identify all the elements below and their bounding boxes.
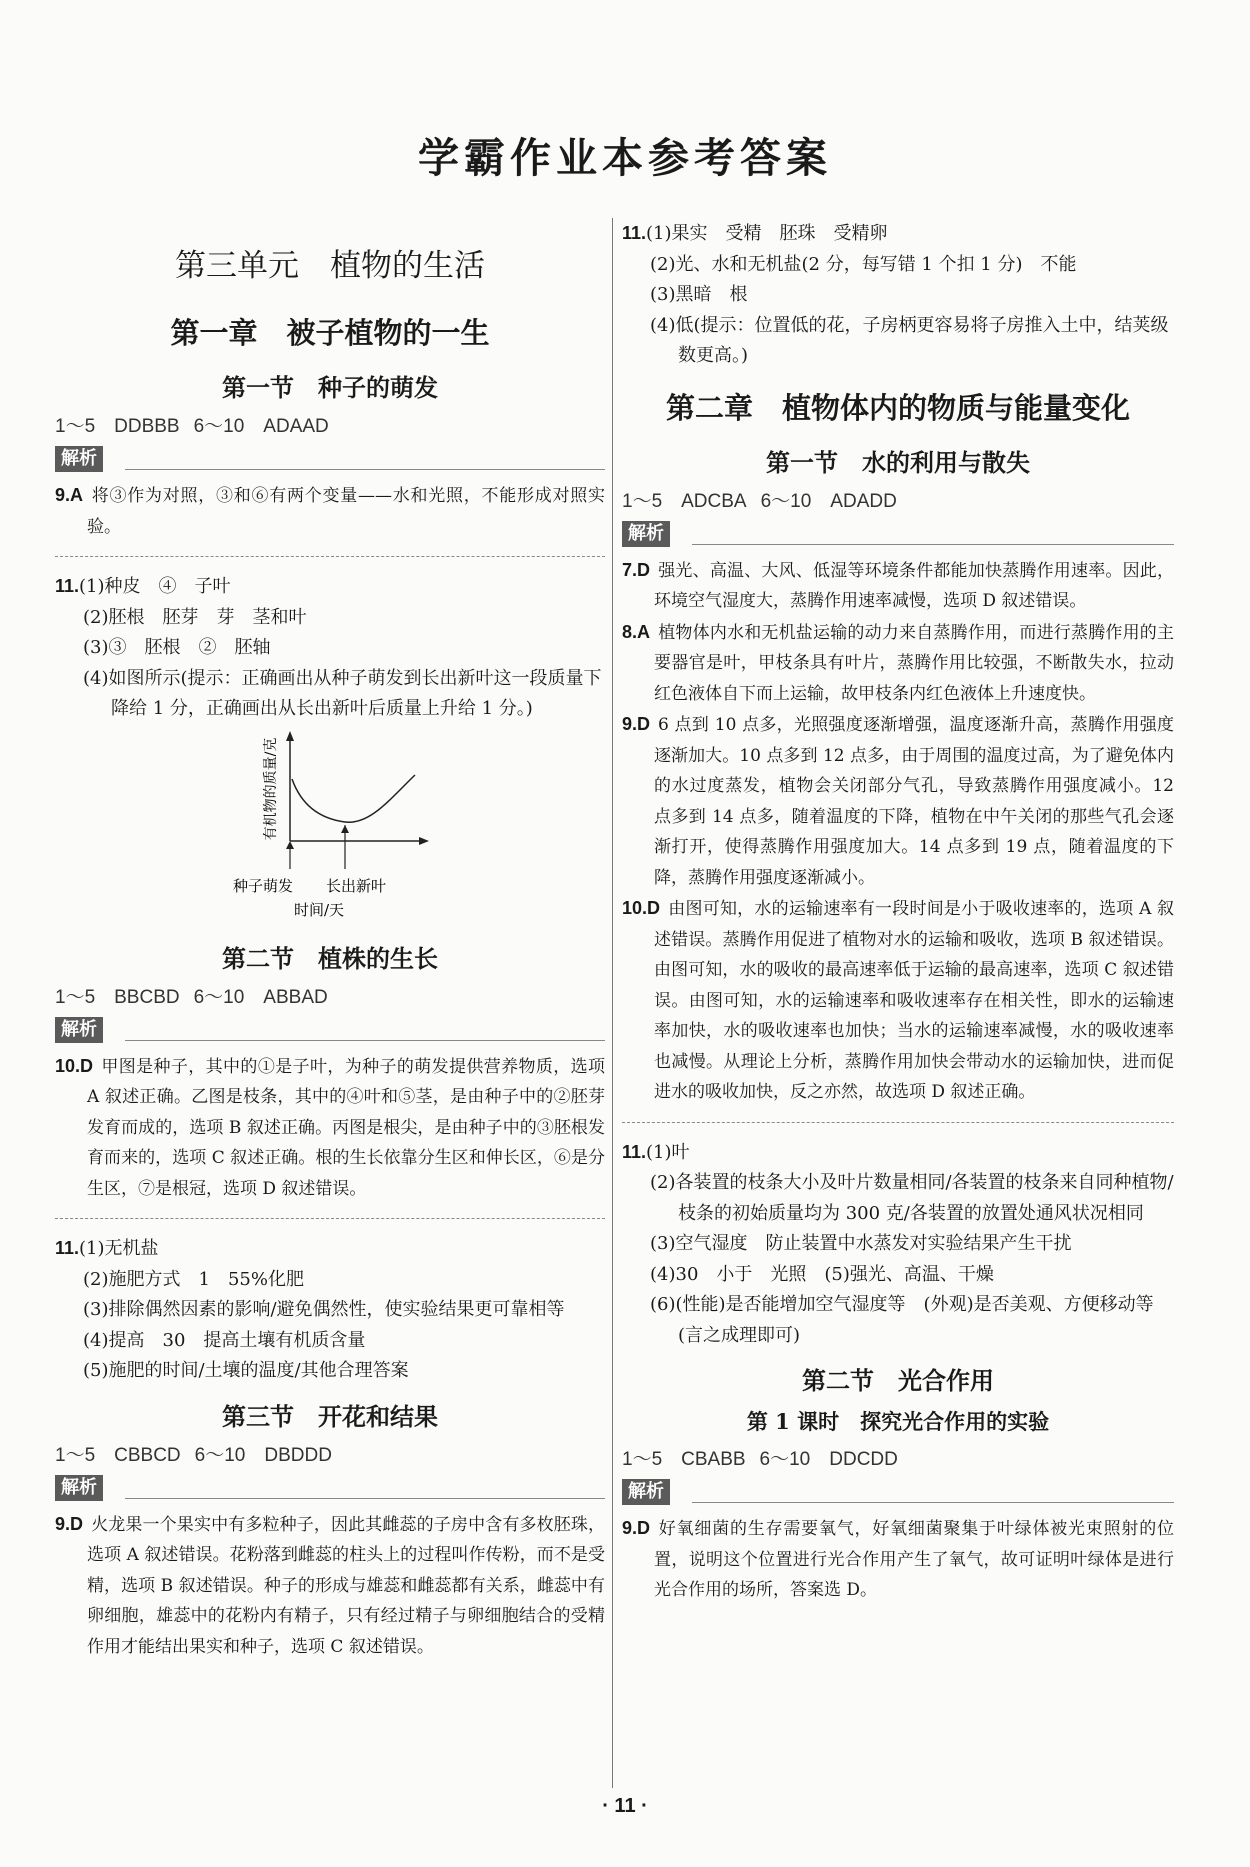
analysis-label: 解析 xyxy=(55,446,103,472)
section-title: 第一节 种子的萌发 xyxy=(222,373,438,402)
answers-1-5: 1～5 ADCBA xyxy=(622,490,747,512)
dashed-divider xyxy=(55,556,605,557)
analysis-item: 9.A 将③作为对照，③和⑥有两个变量——水和光照，不能形成对照实验。 xyxy=(55,485,605,537)
analysis-item: 7.D 强光、高温、大风、低湿等环境条件都能加快蒸腾作用速率。因此，环境空气湿度大，蒸腾作用速率减慢，选项 D 叙述错误。 xyxy=(622,559,1174,611)
analysis-item: 9.D 好氧细菌的生存需要氧气，好氧细菌聚集于叶绿体被光束照射的位置，说明这个位置进行光合作用产生了氧气，故可证明叶绿体是进行光合作用的场所，答案选 D。 xyxy=(622,1518,1174,1600)
analysis-header xyxy=(55,446,605,472)
choice-answers xyxy=(55,1440,605,1467)
answers-6-10: 6～10 ADADD xyxy=(760,490,897,512)
answers-1-5: 1～5 CBABB xyxy=(622,1449,746,1470)
choice-answers xyxy=(622,486,1174,513)
question-11: 11.(1)无机盐 (2)施肥方式 1 55%化肥 (3)排除偶然因素的影响/避免偶然性，使实验结果更可靠相等 (4)提高 30 提高土壤有机质含量 (5)施肥的时间/土壤的温度/其他合理答案 xyxy=(55,1238,565,1381)
analysis-header xyxy=(622,521,1174,547)
answers-6-10: 6～10 ABBAD xyxy=(193,986,328,1008)
section-title: 第一节 水的利用与散失 xyxy=(766,447,1030,477)
graph-svg xyxy=(230,729,470,929)
choice-answers xyxy=(55,411,605,438)
question-11: 11.(1)种皮 ④ 子叶 (2)胚根 胚芽 芽 茎和叶 (3)③ 胚根 ② 胚轴 (4)如图所示(提示：正确画出从种子萌发到长出新叶这一段质量下降给 1 分，正确画出从长出新叶后质量上升给 1 分。) xyxy=(55,576,602,719)
new-leaf-arrow xyxy=(341,825,349,833)
analysis-item: 10.D 由图可知，水的运输速率有一段时间是小于吸收速率的，选项 A 叙述错误。蒸腾作用促进了植物对水的运输和吸收，选项 B 叙述错误。由图可知，水的吸收的最高速率低于运输的最高速率，选项 C 叙述错误。由图可知，水的运输速率和吸收速率存在相关性，即水的运输速率加快，水的吸收速率也加快；当水的运输速率减慢，水的吸收速率也减慢。从理论上分析，蒸腾作用加快会带动水的运输加快，进而促进水的吸收加快，反之亦然，故选项 D 叙述正确。 xyxy=(622,898,1174,1102)
analysis-item: 9.D 火龙果一个果实中有多粒种子，因此其雌蕊的子房中含有多枚胚珠，选项 A 叙述错误。花粉落到雌蕊的柱头上的过程叫作传粉，而不是受精，选项 B 叙述错误。种子的形成与雄蕊和雌蕊都有关系，雌蕊中有卵细胞，雄蕊中的花粉内有精子，只有经过精子与卵细胞结合的受精作用才能结出果实和种子，选项 C 叙述错误。 xyxy=(55,1513,605,1657)
graph-xlabel: 时间/天 xyxy=(294,900,345,919)
answers-6-10: 6～10 DDCDD xyxy=(759,1449,898,1470)
question-11: 11.(1)叶 (2)各装置的枝条大小及叶片数量相同/各装置的枝条来自同种植物/枝条的初始质量均为 300 克/各装置的放置处通风状况相同 (3)空气湿度 防止装置中水蒸发对实验结果产生干扰 (4)30 小于 光照 (5)强光、高温、干燥 (6)(性能)是否能增加空气湿度等 (外观)是否美观、方便移动等(言之成理即可) xyxy=(622,1141,1174,1346)
answers-6-10: 6～10 DBDDD xyxy=(194,1444,332,1466)
answers-1-5: 1～5 BBCBD xyxy=(55,986,180,1008)
choice-answers xyxy=(622,1444,1174,1471)
dashed-divider xyxy=(622,1122,1174,1123)
lesson-title: 第 1 课时 探究光合作用的实验 xyxy=(746,1409,1050,1434)
chapter-title: 第二章 植物体内的物质与能量变化 xyxy=(665,390,1130,425)
analysis-header xyxy=(55,1017,605,1043)
analysis-label: 解析 xyxy=(622,521,670,547)
question-11: 11.(1)果实 受精 胚珠 受精卵 (2)光、水和无机盐(2 分，每写错 1 个扣 1 分) 不能 (3)黑暗 根 (4)低(提示：位置低的花，子房柄更容易将子房推入土中，结荚级数更高。) xyxy=(622,223,1169,366)
page-title: 学霸作业本参考答案 xyxy=(418,134,832,182)
answers-1-5: 1～5 DDBBB xyxy=(55,416,180,437)
unit-title: 第三单元 植物的生活 xyxy=(175,248,485,284)
graph-label-germination: 种子萌发 xyxy=(233,876,294,895)
column-divider xyxy=(612,218,613,1788)
graph-ylabel: 有机物的质量/克 xyxy=(263,737,279,840)
left-column xyxy=(55,218,605,1662)
analysis-item: 8.A 植物体内水和无机盐运输的动力来自蒸腾作用，而进行蒸腾作用的主要器官是叶，甲枝条具有叶片，蒸腾作用比较强，不断散失水，拉动红色液体自下而上运输，故甲枝条内红色液体上升速度快。 xyxy=(622,621,1174,704)
analysis-item: 9.D 6 点到 10 点多，光照强度逐渐增强，温度逐渐升高，蒸腾作用强度逐渐加大。10 点多到 12 点多，由于周围的温度过高，为了避免体内的水过度蒸发，植物会关闭部分气孔，导致蒸腾作用强度减小。12 点多到 14 点多，随着温度的下降，植物在中午关闭的那些气孔会逐渐打开，使得蒸腾作用强度加大。14 点多到 19 点，随着温度的下降，蒸腾作用强度逐渐减小。 xyxy=(622,714,1174,888)
right-column xyxy=(622,218,1174,1606)
analysis-header xyxy=(622,1479,1174,1505)
section-title: 第二节 光合作用 xyxy=(802,1366,994,1395)
section-title: 第三节 开花和结果 xyxy=(222,1401,438,1431)
answers-6-10: 6～10 ADAAD xyxy=(193,416,329,437)
dashed-divider xyxy=(55,1218,605,1219)
section-title: 第二节 植株的生长 xyxy=(222,943,438,973)
analysis-label: 解析 xyxy=(55,1475,103,1501)
graph-label-new-leaf: 长出新叶 xyxy=(326,876,387,895)
choice-answers xyxy=(55,982,605,1009)
analysis-label: 解析 xyxy=(55,1017,103,1043)
analysis-header xyxy=(55,1475,605,1501)
chapter-title: 第一章 被子植物的一生 xyxy=(170,316,490,350)
analysis-label: 解析 xyxy=(622,1479,670,1505)
page-number: · 11 · xyxy=(602,1795,648,1817)
mass-time-graph xyxy=(230,729,470,929)
answers-1-5: 1～5 CBBCD xyxy=(55,1444,181,1466)
germination-arrow xyxy=(286,841,294,849)
mass-curve xyxy=(292,775,415,822)
analysis-item: 10.D 甲图是种子，其中的①是子叶，为种子的萌发提供营养物质，选项 A 叙述正确。乙图是枝条，其中的④叶和⑤茎，是由种子中的②胚芽发育而成的，选项 B 叙述正确。丙图是根尖，是由种子中的③胚根发育而来的，选项 C 叙述正确。根的生长依靠分生区和伸长区，⑥是分生区，⑦是根冠，选项 D 叙述错误。 xyxy=(55,1055,605,1199)
